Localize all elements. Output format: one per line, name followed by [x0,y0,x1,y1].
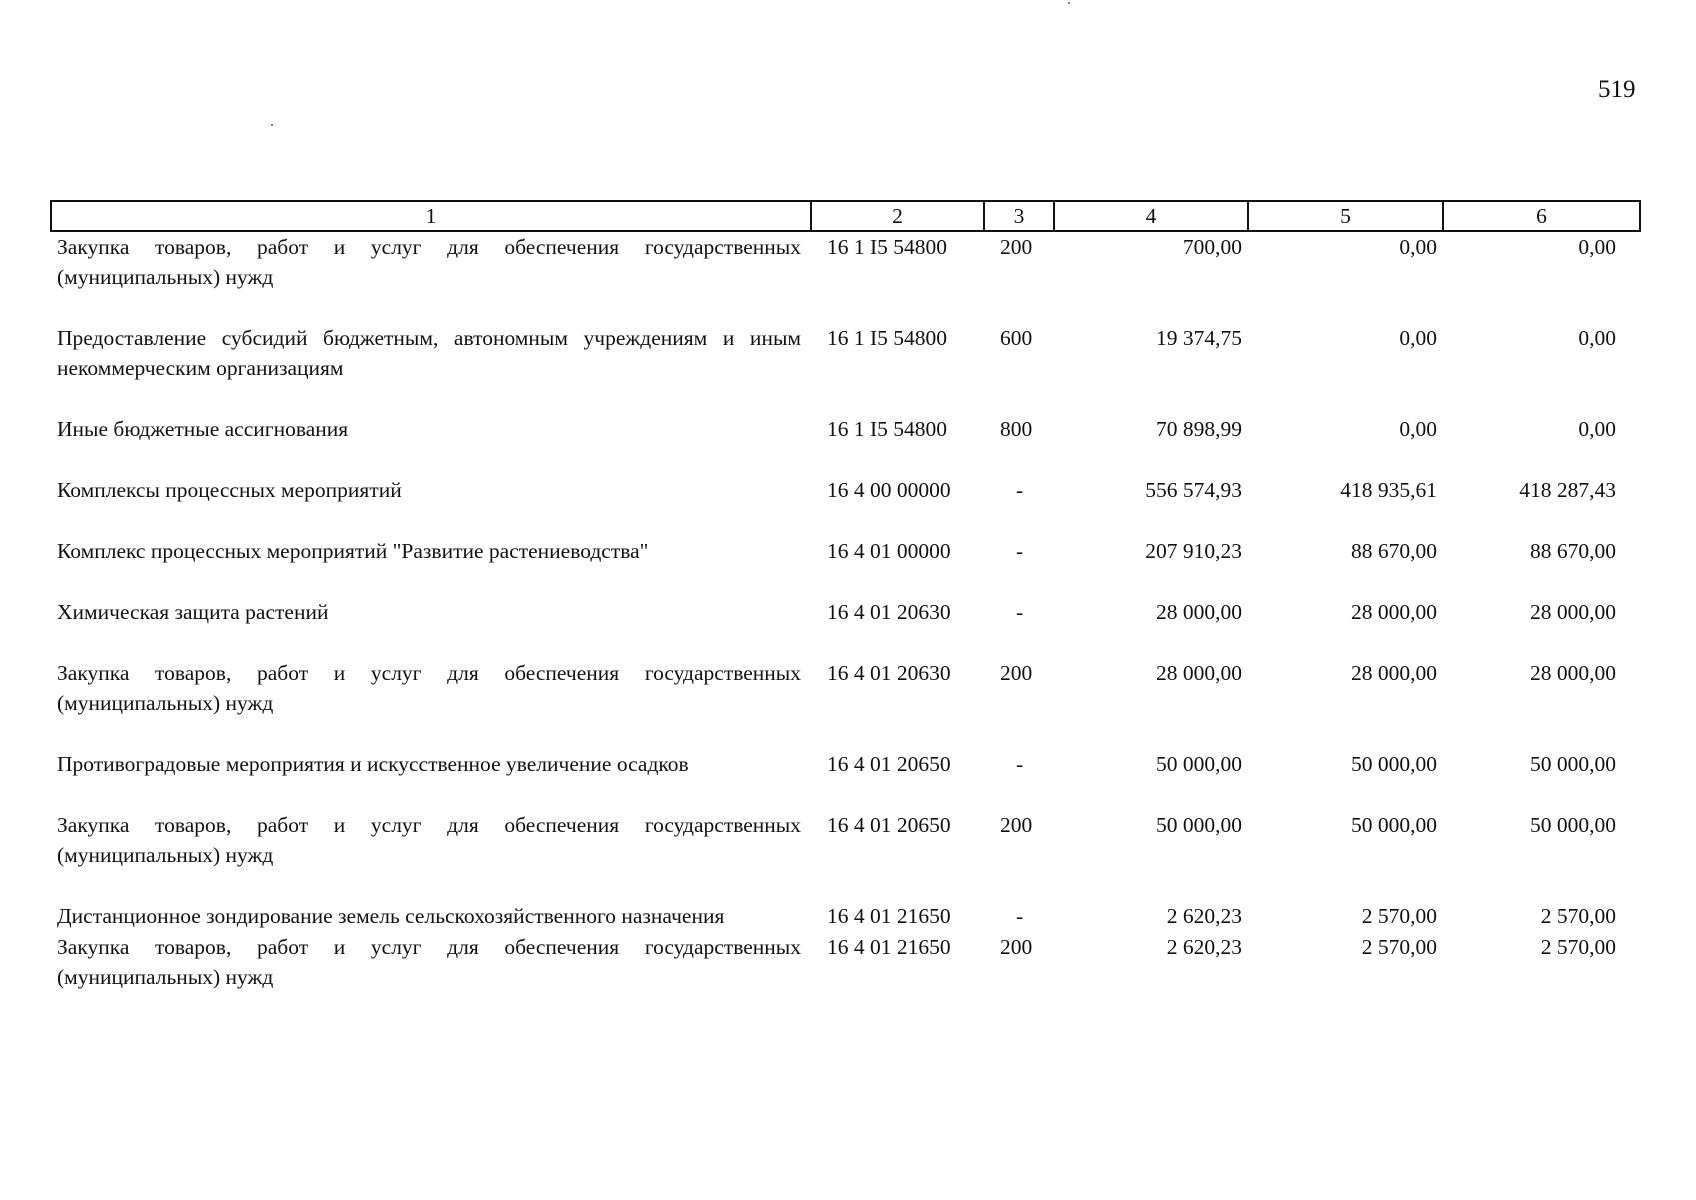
row-value-3: 50 000,00 [1530,752,1616,776]
row-value-3: 0,00 [1578,417,1616,441]
table-row [51,475,1640,536]
row-value-3: 28 000,00 [1530,600,1616,624]
row-value-3: 50 000,00 [1530,813,1616,837]
row-code: 16 1 I5 54800 [827,235,948,259]
row-value-1: 2 620,23 [1166,904,1242,928]
row-kind: 200 [1000,813,1033,837]
row-code: 16 4 00 00000 [827,478,951,502]
scan-speck [271,124,273,126]
row-name: Предоставление субсидий бюджетным, автономным учреждениям и иным некоммерческим организациям [57,326,801,380]
table-row [51,749,1640,810]
table-header-row [51,201,1640,231]
row-code: 16 1 I5 54800 [827,417,948,441]
table-row [51,536,1640,597]
row-code: 16 4 01 00000 [827,539,951,563]
row-name: Комплекс процессных мероприятий "Развитие растениеводства" [57,539,649,563]
row-value-3: 28 000,00 [1530,661,1616,685]
row-value-1: 50 000,00 [1156,752,1242,776]
row-value-2: 418 935,61 [1340,478,1437,502]
row-code: 16 4 01 21650 [827,935,951,959]
row-value-1: 556 574,93 [1145,478,1242,502]
row-value-3: 2 570,00 [1540,904,1616,928]
row-kind: 800 [1000,417,1033,441]
row-value-1: 28 000,00 [1156,661,1242,685]
row-value-2: 88 670,00 [1351,539,1437,563]
row-code: 16 4 01 21650 [827,904,951,928]
row-kind: - [1016,752,1024,776]
column-header-1: 1 [51,201,811,231]
row-name: Комплексы процессных мероприятий [57,478,402,502]
budget-table [50,200,1641,992]
row-kind: - [1016,600,1024,624]
row-value-2: 28 000,00 [1351,661,1437,685]
row-code: 16 4 01 20630 [827,661,951,685]
row-value-2: 0,00 [1399,326,1437,350]
row-value-3: 0,00 [1578,235,1616,259]
row-kind: 200 [1000,935,1033,959]
row-value-1: 207 910,23 [1145,539,1242,563]
row-kind: - [1016,904,1024,928]
column-header-5: 5 [1248,201,1443,231]
row-kind: - [1016,539,1024,563]
table-row [51,597,1640,658]
row-code: 16 4 01 20650 [827,813,951,837]
row-value-3: 418 287,43 [1519,478,1616,502]
table-row [51,658,1640,749]
row-value-2: 50 000,00 [1351,813,1437,837]
column-header-2: 2 [811,201,984,231]
row-value-1: 28 000,00 [1156,600,1242,624]
row-value-1: 70 898,99 [1156,417,1242,441]
table-row [51,810,1640,901]
row-value-3: 0,00 [1578,326,1616,350]
table-row [51,323,1640,414]
row-value-2: 50 000,00 [1351,752,1437,776]
row-name: Закупка товаров, работ и услуг для обеспечения государственных (муниципальных) нужд [57,935,801,989]
table-row [51,414,1640,475]
row-value-1: 50 000,00 [1156,813,1242,837]
table-row [51,901,1640,932]
row-value-1: 19 374,75 [1156,326,1242,350]
row-name: Дистанционное зондирование земель сельскохозяйственного назначения [57,904,725,928]
row-name: Закупка товаров, работ и услуг для обеспечения государственных (муниципальных) нужд [57,813,801,867]
row-value-3: 2 570,00 [1540,935,1616,959]
row-name: Закупка товаров, работ и услуг для обеспечения государственных (муниципальных) нужд [57,661,801,715]
row-name: Химическая защита растений [57,600,329,624]
page-number: 519 [1598,76,1636,103]
row-code: 16 4 01 20650 [827,752,951,776]
column-header-4: 4 [1054,201,1248,231]
row-kind: - [1016,478,1024,502]
row-code: 16 4 01 20630 [827,600,951,624]
table-row [51,932,1640,992]
row-value-3: 88 670,00 [1530,539,1616,563]
row-kind: 200 [1000,661,1033,685]
scan-speck [1068,2,1070,4]
row-value-2: 28 000,00 [1351,600,1437,624]
row-kind: 200 [1000,235,1033,259]
row-value-2: 0,00 [1399,417,1437,441]
column-header-6: 6 [1443,201,1640,231]
row-code: 16 1 I5 54800 [827,326,948,350]
row-value-2: 0,00 [1399,235,1437,259]
row-value-2: 2 570,00 [1361,935,1437,959]
row-name: Закупка товаров, работ и услуг для обеспечения государственных (муниципальных) нужд [57,235,801,289]
row-value-1: 700,00 [1182,235,1242,259]
row-value-1: 2 620,23 [1166,935,1242,959]
row-name: Противоградовые мероприятия и искусственное увеличение осадков [57,752,689,776]
row-kind: 600 [1000,326,1033,350]
column-header-3: 3 [984,201,1054,231]
table-row [51,231,1640,323]
row-value-2: 2 570,00 [1361,904,1437,928]
row-name: Иные бюджетные ассигнования [57,417,349,441]
